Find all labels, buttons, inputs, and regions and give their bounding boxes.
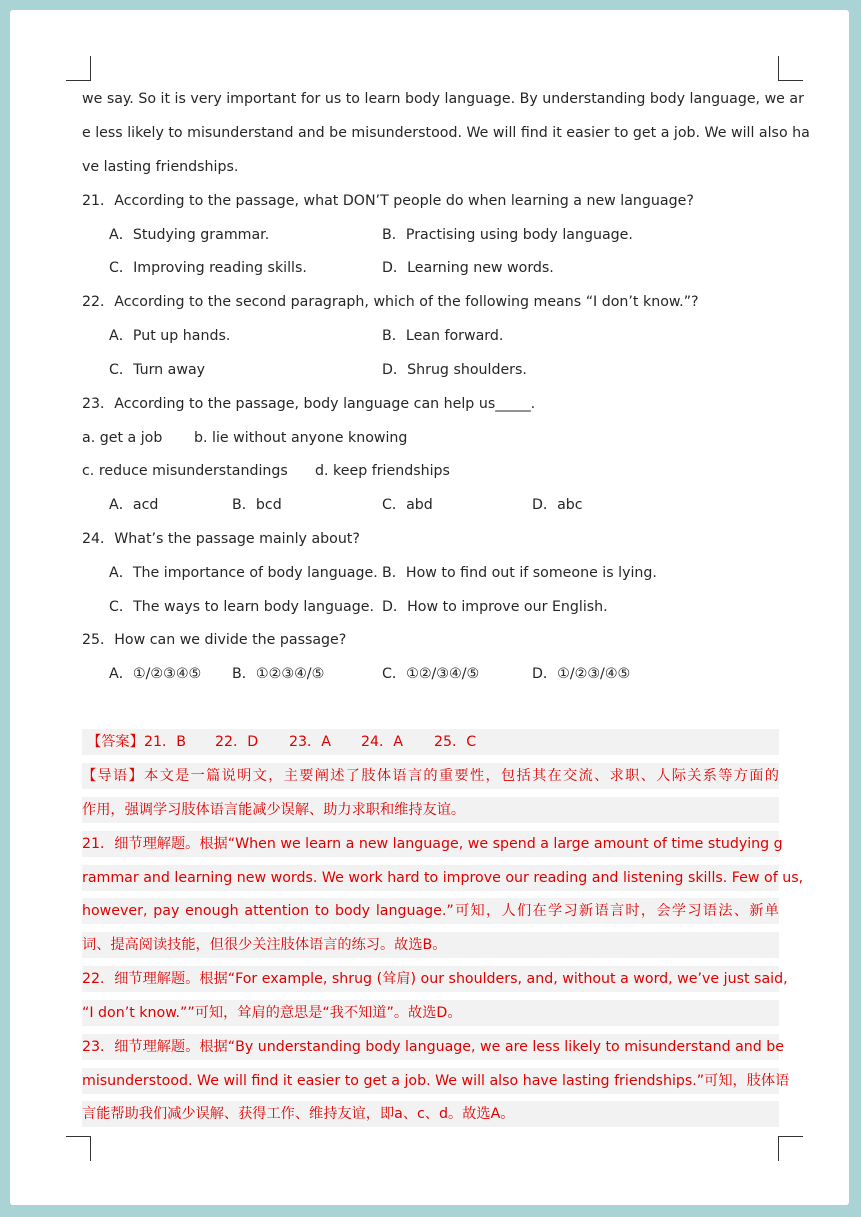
crop-mark-top-right [778, 56, 803, 81]
option-c: C．Improving reading skills. [109, 260, 307, 276]
option-a: A．acd [109, 497, 159, 513]
option-b: B．①②③④/⑤ [232, 666, 325, 682]
option-d: D．Shrug shoulders. [382, 362, 527, 378]
document-page [10, 10, 849, 1205]
passage-line: we say. So it is very important for us to learn body language. By understanding body language, we ar [82, 91, 804, 107]
option-b: B．Practising using body language. [382, 227, 633, 243]
question-24-options-row1 [82, 560, 782, 586]
explanation-23-line: 23．细节理解题。根据“By understanding body language, we are less likely to misunderstand and be [82, 1034, 779, 1060]
crop-mark-top-left [66, 56, 91, 81]
question-22-stem: 22．According to the second paragraph, which of the following means “I don’t know.”? [82, 294, 699, 310]
passage-line: ve lasting friendships. [82, 159, 239, 175]
explanation-21-line: however, pay enough attention to body language.”可知，人们在学习新语言时，会学习语法、新单 [82, 898, 779, 924]
question-25-stem: 25．How can we divide the passage? [82, 632, 347, 648]
question-21-options-row2 [82, 255, 782, 281]
answer-21: 21．B [144, 734, 186, 750]
option-a: A．Studying grammar. [109, 227, 270, 243]
option-d: D．Learning new words. [382, 260, 554, 276]
question-25-options [82, 661, 782, 687]
item-d: d. keep friendships [315, 463, 450, 479]
passage-line: e less likely to misunderstand and be misunderstood. We will find it easier to get a job. We will also ha [82, 125, 810, 141]
explanation-21-line: 21．细节理解题。根据“When we learn a new language, we spend a large amount of time studying g [82, 831, 779, 857]
explanation-21-line: 词、提高阅读技能，但很少关注肢体语言的练习。故选B。 [82, 932, 779, 958]
crop-mark-bottom-right [778, 1136, 803, 1161]
option-b: B．bcd [232, 497, 282, 513]
question-22-options-row1 [82, 323, 782, 349]
explanation-22-line: 22．细节理解题。根据“For example, shrug (耸肩) our shoulders, and, without a word, we’ve just said, [82, 966, 779, 992]
option-d: D．abc [532, 497, 583, 513]
question-22-options-row2 [82, 357, 782, 383]
explanation-23-line: 言能帮助我们减少误解、获得工作、维持友谊，即a、c、d。故选A。 [82, 1101, 779, 1127]
question-23-stem: 23．According to the passage, body language can help us_____. [82, 396, 536, 412]
answer-22: 22．D [215, 734, 259, 750]
question-24-stem: 24．What’s the passage mainly about? [82, 531, 360, 547]
option-d: D．How to improve our English. [382, 599, 608, 615]
crop-mark-bottom-left [66, 1136, 91, 1161]
option-c: C．Turn away [109, 362, 206, 378]
guide-line: 作用，强调学习肢体语言能减少误解、助力求职和维持友谊。 [82, 797, 779, 823]
question-23-items-row2 [82, 458, 782, 484]
explanation-21-line: rammar and learning new words. We work hard to improve our reading and listening skills. Few of us, [82, 865, 779, 891]
option-d: D．①/②③/④⑤ [532, 666, 631, 682]
question-21-stem: 21．According to the passage, what DON’T people do when learning a new language? [82, 193, 694, 209]
answer-label: 【答案】 [87, 734, 144, 750]
question-23-options [82, 492, 782, 518]
item-c: c. reduce misunderstandings [82, 463, 288, 479]
option-c: C．The ways to learn body language. [109, 599, 374, 615]
option-b: B．How to find out if someone is lying. [382, 565, 657, 581]
answer-25: 25．C [434, 734, 477, 750]
answer-24: 24．A [361, 734, 403, 750]
item-a: a. get a job [82, 430, 163, 446]
explanation-22-line: “I don’t know.””可知，耸肩的意思是“我不知道”。故选D。 [82, 1000, 779, 1026]
question-21-options-row1 [82, 222, 782, 248]
explanation-23-line: misunderstood. We will find it easier to get a job. We will also have lasting friendships.”可知，肢体语 [82, 1068, 779, 1094]
option-a: A．①/②③④⑤ [109, 666, 202, 682]
question-24-options-row2 [82, 594, 782, 620]
option-a: A．Put up hands. [109, 328, 231, 344]
answer-23: 23．A [289, 734, 331, 750]
answer-key [82, 729, 779, 755]
option-c: C．①②/③④/⑤ [382, 666, 480, 682]
option-a: A．The importance of body language. [109, 565, 378, 581]
guide-line: 【导语】本文是一篇说明文，主要阐述了肢体语言的重要性，包括其在交流、求职、人际关系等方面的 [82, 763, 779, 789]
item-b: b. lie without anyone knowing [194, 430, 408, 446]
option-c: C．abd [382, 497, 433, 513]
option-b: B．Lean forward. [382, 328, 504, 344]
question-23-items-row1 [82, 425, 782, 451]
